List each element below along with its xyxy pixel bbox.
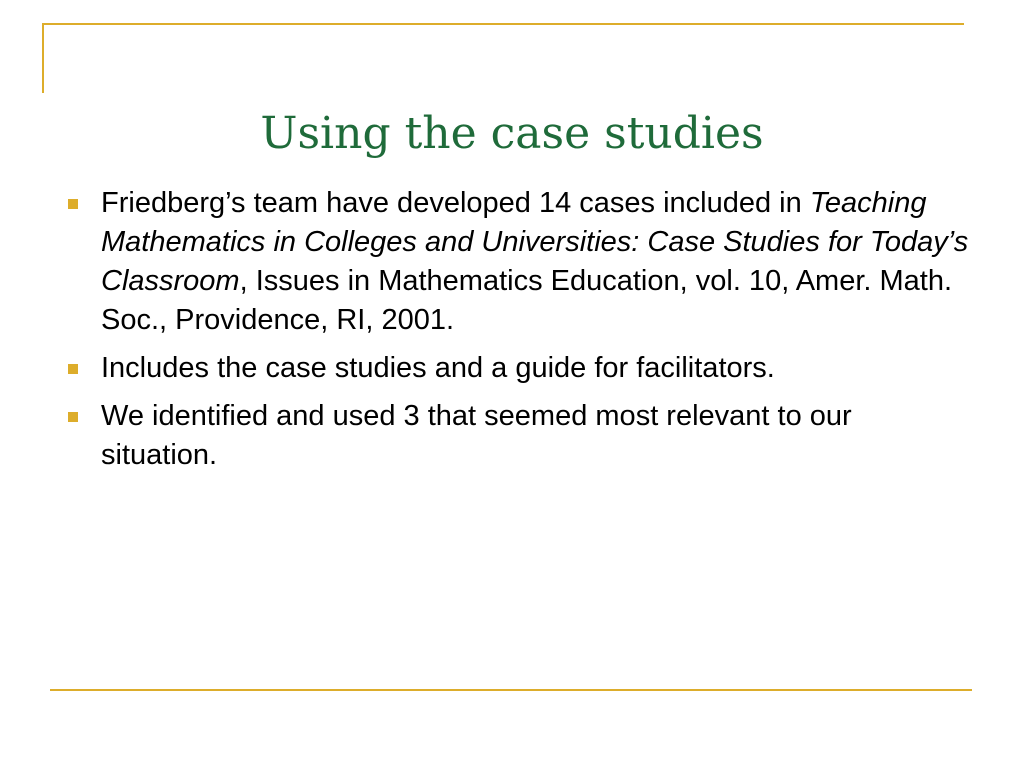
square-bullet-icon (68, 412, 78, 422)
bullet-text: Includes the case studies and a guide for facilitators. (101, 352, 775, 384)
frame-left-line (42, 23, 44, 93)
bullet-text: We identified and used 3 that seemed most relevant to our situation. (101, 400, 852, 471)
bullet-text-before: Friedberg’s team have developed 14 cases included in (101, 187, 810, 219)
bullet-item (64, 349, 974, 388)
frame-bottom-line (50, 689, 972, 691)
square-bullet-icon (68, 364, 78, 374)
square-bullet-icon (68, 199, 78, 209)
bullet-list (64, 184, 974, 484)
book-title: Teaching Mathematics in Colleges and Universities: Case Studies for Today’s Classroom (101, 187, 969, 297)
slide-title: Using the case studies (260, 108, 764, 159)
bullet-item (64, 184, 974, 340)
bullet-item (64, 397, 974, 475)
frame-top-line (42, 23, 964, 25)
bullet-text-after: , Issues in Mathematics Education, vol. 10, Amer. Math. Soc., Providence, RI, 2001. (101, 265, 953, 336)
